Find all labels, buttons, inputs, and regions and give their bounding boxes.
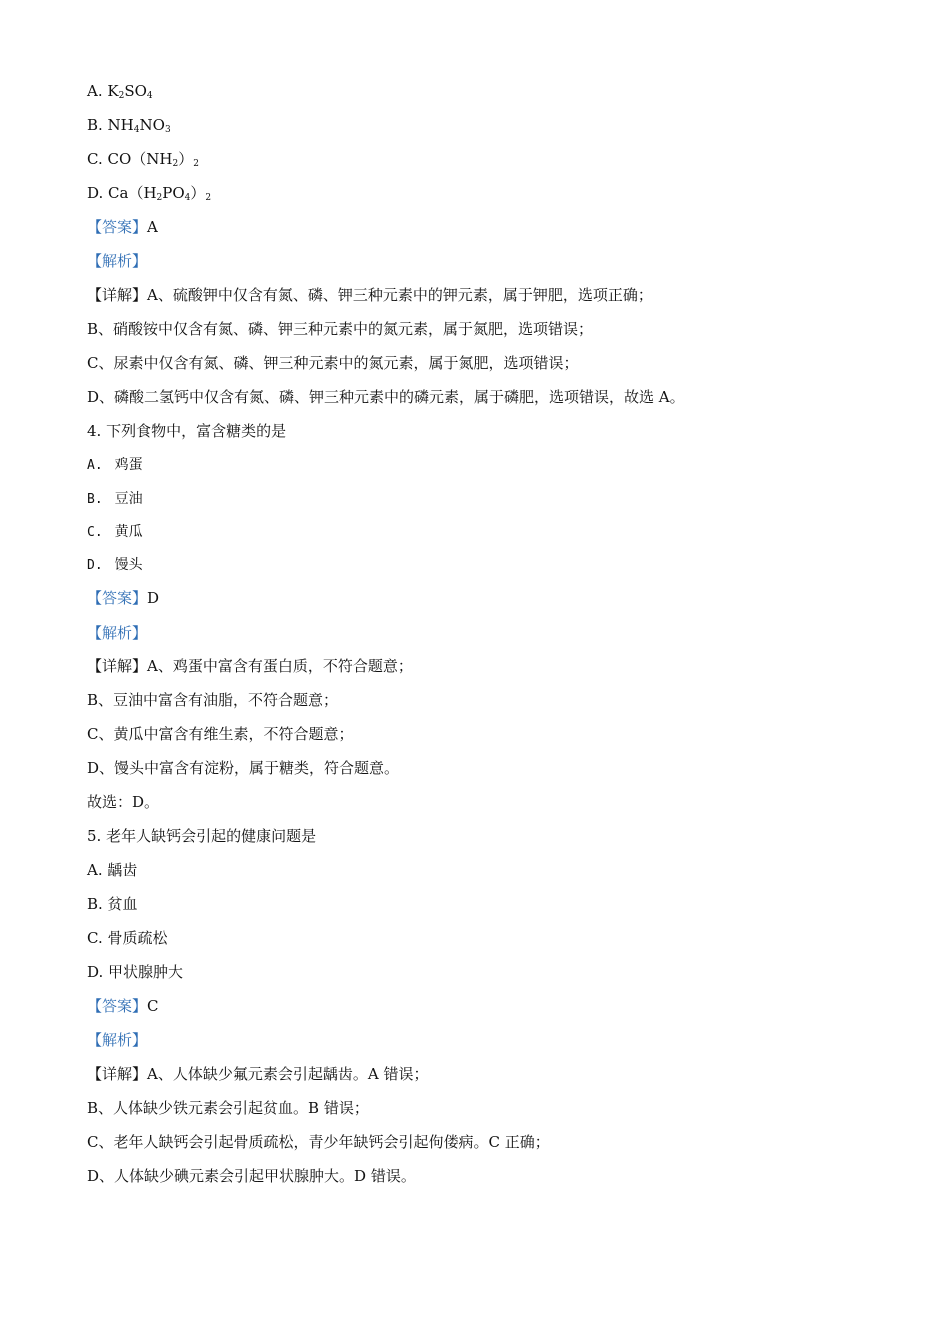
q4-detail-c: C、黄瓜中富含有维生素，不符合题意； bbox=[87, 725, 354, 743]
q3-detail-d: D、磷酸二氢钙中仅含有氮、磷、钾三种元素中的磷元素，属于磷肥，选项错误，故选 A。 bbox=[87, 388, 685, 406]
q3-option-b-sub1: 4 bbox=[133, 125, 140, 135]
q3-option-d-sub2: 4 bbox=[184, 193, 191, 203]
detail-label: 【详解】 bbox=[87, 286, 148, 304]
detail-label: 【详解】 bbox=[87, 657, 148, 675]
q3-option-d-text: D. Ca（H bbox=[87, 184, 157, 202]
q4-option-a-letter: A. bbox=[87, 458, 103, 473]
q4-option-c-letter: C. bbox=[87, 525, 103, 540]
q3-detail-b: B、硝酸铵中仅含有氮、磷、钾三种元素中的氮元素，属于氮肥，选项错误； bbox=[87, 320, 594, 338]
q5-detail-d: D、人体缺少碘元素会引起甲状腺肿大。D 错误。 bbox=[87, 1167, 416, 1185]
q5-detail-a bbox=[87, 1064, 428, 1084]
q4-option-b bbox=[87, 489, 143, 510]
q4-answer-value: D bbox=[147, 589, 160, 607]
q4-detail-a bbox=[87, 656, 413, 676]
q3-option-c-mid: ） bbox=[178, 150, 194, 168]
q3-option-c-text: C. CO（NH bbox=[87, 150, 173, 168]
q5-option-a: A. 龋齿 bbox=[87, 861, 138, 879]
q5-answer-value: C bbox=[147, 997, 159, 1015]
q5-detail-c: C、老年人缺钙会引起骨质疏松，青少年缺钙会引起佝偻病。C 正确； bbox=[87, 1133, 550, 1151]
q4-option-d bbox=[87, 555, 143, 576]
q3-option-b-mid: NO bbox=[139, 116, 165, 134]
answer-label: 【答案】 bbox=[87, 997, 148, 1015]
q3-option-d-end: ） bbox=[190, 184, 206, 202]
answer-label: 【答案】 bbox=[87, 589, 148, 607]
q4-option-d-letter: D. bbox=[87, 558, 103, 573]
q3-answer bbox=[87, 217, 158, 237]
q4-option-b-text: 豆油 bbox=[114, 491, 143, 507]
q5-option-d: D. 甲状腺肿大 bbox=[87, 963, 184, 981]
q4-option-a-text: 鸡蛋 bbox=[114, 457, 143, 473]
analysis-label: 【解析】 bbox=[87, 624, 148, 642]
q4-analysis bbox=[87, 623, 147, 643]
q3-option-b bbox=[87, 115, 171, 135]
q4-option-c-text: 黄瓜 bbox=[114, 524, 143, 540]
q3-option-c bbox=[87, 149, 199, 169]
q5-analysis bbox=[87, 1030, 147, 1050]
q4-option-c bbox=[87, 522, 143, 543]
q4-option-b-letter: B. bbox=[87, 492, 103, 507]
q4-detail-a-text: A、鸡蛋中富含有蛋白质，不符合题意； bbox=[147, 657, 413, 675]
q3-detail-a-text: A、硫酸钾中仅含有氮、磷、钾三种元素中的钾元素，属于钾肥，选项正确； bbox=[147, 286, 653, 304]
q5-question: 5. 老年人缺钙会引起的健康问题是 bbox=[87, 827, 317, 845]
q3-option-d bbox=[87, 183, 211, 203]
q4-detail-b: B、豆油中富含有油脂，不符合题意； bbox=[87, 691, 339, 709]
q3-option-b-sub2: 3 bbox=[164, 125, 171, 135]
q5-detail-b: B、人体缺少铁元素会引起贫血。B 错误； bbox=[87, 1099, 369, 1117]
analysis-label: 【解析】 bbox=[87, 1031, 148, 1049]
q4-detail-d: D、馒头中富含有淀粉，属于糖类，符合题意。 bbox=[87, 759, 400, 777]
analysis-label: 【解析】 bbox=[87, 252, 148, 270]
q4-question: 4. 下列食物中，富含糖类的是 bbox=[87, 422, 287, 440]
q3-option-d-sub3: 2 bbox=[205, 193, 212, 203]
q3-option-a-sub1: 2 bbox=[118, 91, 125, 101]
answer-label: 【答案】 bbox=[87, 218, 148, 236]
q4-conclusion: 故选：D。 bbox=[87, 793, 160, 811]
q3-answer-value: A bbox=[147, 218, 158, 236]
q3-option-a bbox=[87, 81, 153, 101]
q3-option-b-text: B. NH bbox=[87, 116, 134, 134]
q3-option-a-text: A. K bbox=[87, 82, 119, 100]
q3-option-a-mid: SO bbox=[124, 82, 147, 100]
q3-option-c-sub1: 2 bbox=[172, 159, 179, 169]
q3-detail-c: C、尿素中仅含有氮、磷、钾三种元素中的氮元素，属于氮肥，选项错误； bbox=[87, 354, 579, 372]
q4-option-a bbox=[87, 455, 143, 476]
q4-answer bbox=[87, 588, 159, 608]
q5-answer bbox=[87, 996, 159, 1016]
q5-option-b: B. 贫血 bbox=[87, 895, 138, 913]
q3-option-c-sub2: 2 bbox=[193, 159, 199, 169]
q3-detail-a bbox=[87, 285, 653, 305]
q4-option-d-text: 馒头 bbox=[114, 557, 143, 573]
q5-detail-a-text: A、人体缺少氟元素会引起龋齿。A 错误； bbox=[147, 1065, 429, 1083]
q3-option-d-sub1: 2 bbox=[156, 193, 163, 203]
q3-option-d-mid: PO bbox=[162, 184, 185, 202]
q3-option-a-sub2: 4 bbox=[146, 91, 153, 101]
q5-option-c: C. 骨质疏松 bbox=[87, 929, 168, 947]
detail-label: 【详解】 bbox=[87, 1065, 148, 1083]
q3-analysis bbox=[87, 251, 147, 271]
